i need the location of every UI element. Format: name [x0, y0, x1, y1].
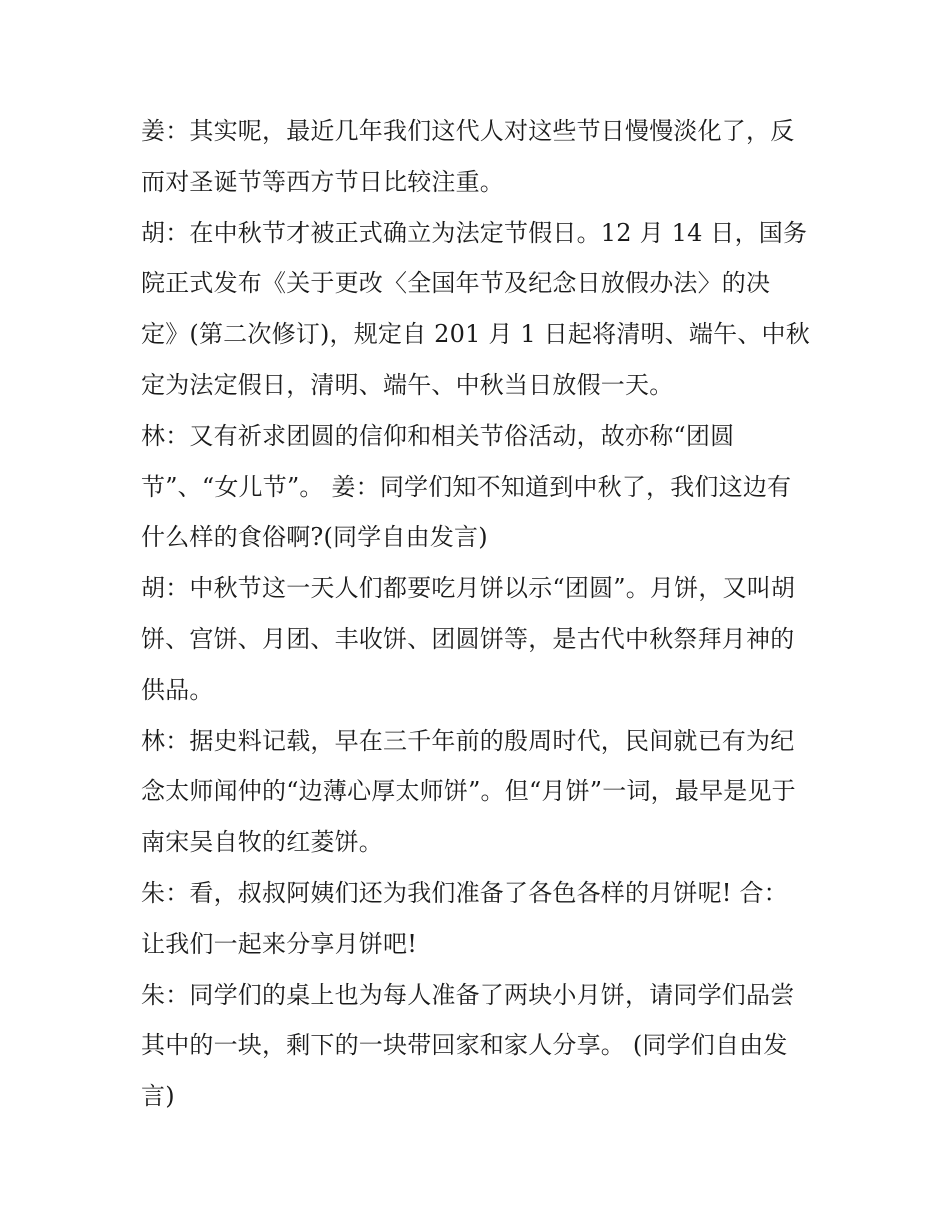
text-line: 朱：同学们的桌上也为每人准备了两块小月饼，请同学们品尝: [141, 980, 795, 1009]
text-line: 胡：中秋节这一天人们都要吃月饼以示“团圆”。月饼，又叫胡: [141, 574, 796, 603]
text-line: 院正式发布《关于更改〈全国年节及纪念日放假办法〉的决: [141, 269, 771, 298]
text-line: 念太师闻仲的“边薄心厚太师饼”。但“月饼”一词，最早是见于: [141, 777, 796, 806]
paragraph-zhu-1: [141, 868, 821, 970]
text-line: 胡：在中秋节才被正式确立为法定节假日。12 月 14 日，国务: [141, 218, 808, 247]
text-line: 朱：看，叔叔阿姨们还为我们准备了各色各样的月饼呢! 合：: [141, 878, 788, 907]
text-line: 饼、宫饼、月团、丰收饼、团圆饼等，是古代中秋祭拜月神的: [141, 624, 795, 653]
paragraph-lin-1: [141, 411, 821, 563]
text-line: 林：据史料记载，早在三千年前的殷周时代，民间就已有为纪: [141, 726, 795, 755]
text-line: 林：又有祈求团圆的信仰和相关节俗活动，故亦称“团圆: [141, 421, 735, 450]
paragraph-hu-1: [141, 208, 821, 411]
text-line: 而对圣诞节等西方节日比较注重。: [141, 167, 504, 196]
text-line: 定为法定假日，清明、端午、中秋当日放假一天。: [141, 370, 674, 399]
text-line: 其中的一块，剩下的一块带回家和家人分享。 (同学们自由发: [141, 1031, 788, 1060]
text-line: 供品。: [141, 675, 214, 704]
paragraph-lin-2: [141, 716, 821, 868]
paragraph-jiang-1: [141, 106, 821, 208]
text-line: 言): [141, 1082, 175, 1111]
text-line: 南宋吴自牧的红菱饼。: [141, 828, 383, 857]
text-line: 姜：其实呢，最近几年我们这代人对这些节日慢慢淡化了，反: [141, 117, 795, 145]
text-line: 定》(第二次修订)，规定自 201 月 1 日起将清明、端午、中秋: [141, 320, 810, 349]
text-line: 节”、“女儿节”。 姜：同学们知不知道到中秋了，我们这边有: [141, 472, 792, 501]
text-line: 让我们一起来分享月饼吧!: [141, 929, 418, 958]
paragraph-hu-2: [141, 563, 821, 715]
document-page: [141, 106, 821, 1122]
text-line: 什么样的食俗啊?(同学自由发言): [141, 523, 488, 552]
paragraph-zhu-2: [141, 970, 821, 1122]
